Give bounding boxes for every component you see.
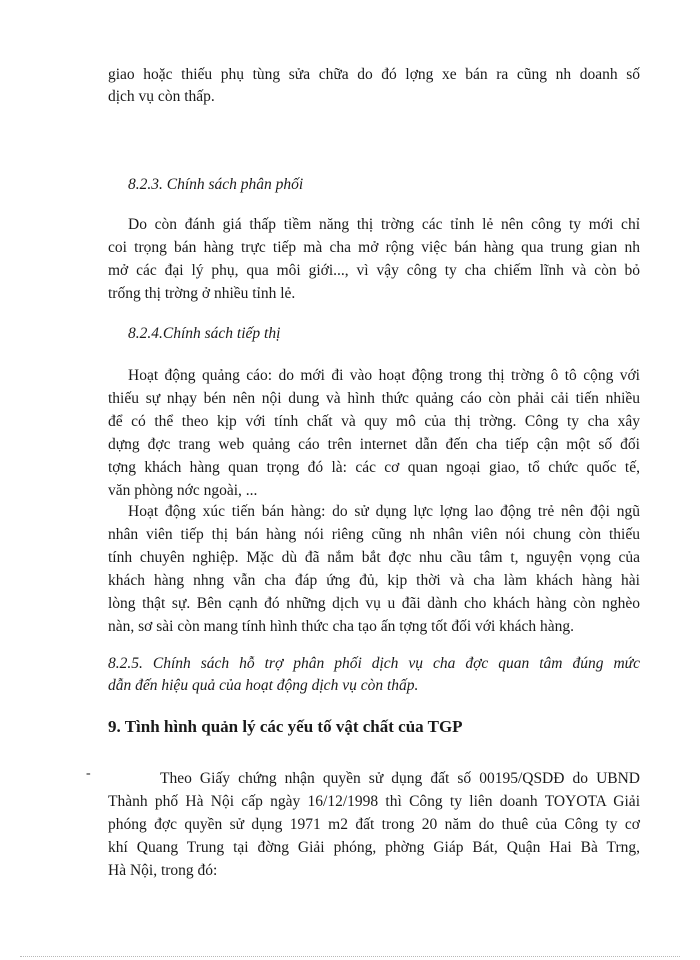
paragraph-line: nàn, sơ sài còn mang tính hình thức cha tạo ấn tợng tốt đối với khách hàng. <box>108 618 575 635</box>
section-heading-9: 9. Tình hình quản lý các yếu tố vật chất của TGP <box>108 717 463 736</box>
paragraph-line: khách hàng nhng vẫn cha đáp ứng đủ, kịp thời và cha làm khách hàng hài <box>108 572 640 589</box>
list-bullet: - <box>86 766 91 781</box>
section-heading-8-2-5-cont: dẫn đến hiệu quả của hoạt động dịch vụ còn thấp. <box>108 677 419 694</box>
paragraph-line: Hoạt động quảng cáo: do mới đi vào hoạt động trong thị trờng ô tô cộng với <box>128 367 640 384</box>
section-heading-8-2-3: 8.2.3. Chính sách phân phối <box>128 176 304 193</box>
paragraph-line: khí Quang Trung tại đờng Giải phóng, phờng Giáp Bát, Quận Hai Bà Trng, <box>108 839 640 856</box>
page-bottom-divider <box>20 956 680 957</box>
paragraph-line: Thành phố Hà Nội cấp ngày 16/12/1998 thì Công ty liên doanh TOYOTA Giải <box>108 793 640 810</box>
section-heading-8-2-5: 8.2.5. Chính sách hỗ trợ phân phối dịch vụ cha đợc quan tâm đúng mức <box>108 655 640 672</box>
paragraph-line: để có thể theo kịp với tính chất và quy mô của thị trờng. Công ty cha xây <box>108 413 640 430</box>
paragraph-line: giao hoặc thiếu phụ tùng sửa chữa do đó lợng xe bán ra cũng nh doanh số <box>108 66 640 83</box>
paragraph-line: Theo Giấy chứng nhận quyền sử dụng đất số 00195/QSDĐ do UBND <box>160 770 640 787</box>
paragraph-line: coi trọng bán hàng trực tiếp mà cha mở rộng việc bán hàng qua trung gian nh <box>108 239 640 256</box>
paragraph-line: Do còn đánh giá thấp tiềm năng thị trờng các tỉnh lẻ nên công ty mới chỉ <box>128 216 640 233</box>
paragraph-line: dựng đợc trang web quảng cáo trên internet dẫn đến cha tiếp cận một số đối <box>108 436 640 453</box>
paragraph-line: mở các đại lý phụ, qua môi giới..., vì vậy công ty cha chiếm lĩnh và còn bỏ <box>108 262 640 279</box>
paragraph-line: văn phòng nớc ngoài, ... <box>108 482 258 499</box>
paragraph-line: Hà Nội, trong đó: <box>108 862 218 879</box>
paragraph-line: tợng khách hàng quan trọng đó là: các cơ quan ngoại giao, tổ chức quốc tế, <box>108 459 640 476</box>
paragraph-line: lòng thật sự. Bên cạnh đó những dịch vụ u đãi dành cho khách hàng còn nghèo <box>108 595 640 612</box>
paragraph-line: tính chuyên nghiệp. Mặc dù đã nắm bắt đợc nhu cầu tâm t, nguyện vọng của <box>108 549 640 566</box>
paragraph-line: nhân viên tiếp thị bán hàng nói riêng cũng nh nhân viên nói chung còn thiếu <box>108 526 640 543</box>
paragraph-line: thiếu sự nhạy bén nên nội dung và hình thức quảng cáo còn phải cải tiến nhiều <box>108 390 640 407</box>
paragraph-line: phóng đợc quyền sử dụng 1971 m2 đất trong 20 năm do thuê của Công ty cơ <box>108 816 640 833</box>
section-heading-8-2-4: 8.2.4.Chính sách tiếp thị <box>128 325 281 342</box>
paragraph-line: dịch vụ còn thấp. <box>108 88 215 105</box>
paragraph-line: trống thị trờng ở nhiều tỉnh lẻ. <box>108 285 296 302</box>
paragraph-line: Hoạt động xúc tiến bán hàng: do sử dụng lực lợng lao động trẻ nên đội ngũ <box>128 503 640 520</box>
